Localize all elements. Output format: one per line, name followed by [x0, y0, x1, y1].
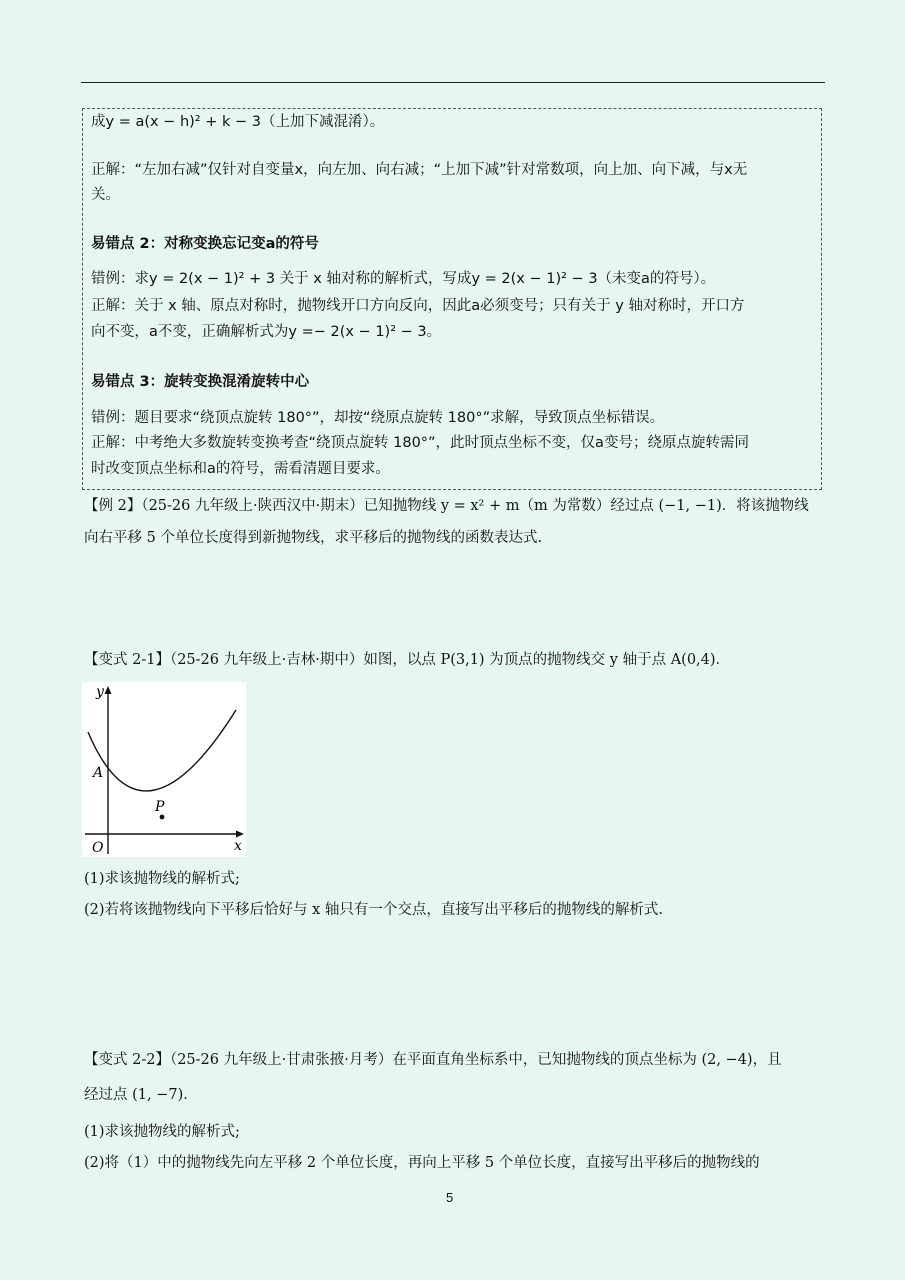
x-axis-arrow — [236, 831, 244, 838]
error-point-3-wrong: 错例：题目要求“绕顶点旋转 180°”，却按“绕原点旋转 180°”求解，导致顶点坐标错误。 — [91, 410, 665, 426]
box-correct-1a: 正解：“左加右减”仅针对自变量x，向左加、向右减；“上加下减”针对常数项，向上加、向下减，与x无 — [91, 162, 748, 178]
y-axis-label: y — [96, 684, 104, 700]
error-point-2-correct-b: 向不变，a不变，正确解析式为y =− 2(x − 1)² − 3。 — [91, 324, 442, 340]
variant-2-2-question-2: (2)将（1）中的抛物线先向左平移 2 个单位长度，再向上平移 5 个单位长度，直接写出平移后的抛物线的 — [84, 1155, 760, 1171]
variant-2-1-question-1: (1)求该抛物线的解析式; — [84, 871, 240, 887]
variant-2-1-line-1: 【变式 2-1】（25-26 九年级上·吉林·期中）如图，以点 P(3,1) 为顶点的抛物线交 y 轴于点 A(0,4)． — [84, 652, 731, 668]
point-p-label: P — [155, 799, 165, 815]
variant-2-2-line-2: 经过点 (1, −7)． — [84, 1087, 198, 1103]
variant-2-2-line-1: 【变式 2-2】（25-26 九年级上·甘肃张掖·月考）在平面直角坐标系中，已知抛物线的顶点坐标为 (2, −4)，且 — [84, 1052, 782, 1068]
variant-2-1-question-2: (2)若将该抛物线向下平移后恰好与 x 轴只有一个交点，直接写出平移后的抛物线的解析式. — [84, 902, 664, 918]
page-number: 5 — [446, 1190, 454, 1205]
error-point-3-correct-a: 正解：中考绝大多数旋转变换考查“绕顶点旋转 180°”，此时顶点坐标不变，仅a变号；绕原点旋转需同 — [91, 435, 749, 451]
y-axis-arrow — [105, 686, 112, 694]
example-2-line-2: 向右平移 5 个单位长度得到新抛物线，求平移后的抛物线的函数表达式. — [84, 530, 543, 546]
parabola-figure — [82, 682, 246, 857]
error-point-2-wrong: 错例：求y = 2(x − 1)² + 3 关于 x 轴对称的解析式，写成y = 2(x − 1)² − 3（未变a的符号）。 — [91, 271, 716, 287]
variant-2-2-question-1: (1)求该抛物线的解析式; — [84, 1124, 240, 1140]
origin-label: O — [92, 840, 104, 856]
error-point-2-heading: 易错点 2：对称变换忘记变a的符号 — [91, 236, 319, 252]
parabola-graph — [82, 682, 246, 857]
header-rule — [81, 82, 825, 83]
error-point-3-heading: 易错点 3：旋转变换混淆旋转中心 — [91, 374, 310, 390]
box-correct-1b: 关。 — [91, 187, 120, 203]
example-2-line-1: 【例 2】（25-26 九年级上·陕西汉中·期末）已知抛物线 y = x² + m（m 为常数）经过点 (−1, −1)．将该抛物线 — [84, 498, 809, 514]
vertex-point — [160, 815, 165, 820]
box-line-1: 成y = a(x − h)² + k − 3（上加下减混淆）。 — [91, 114, 385, 130]
parabola-curve — [88, 710, 236, 791]
point-a-label: A — [93, 765, 104, 781]
error-point-2-correct-a: 正解：关于 x 轴、原点对称时，抛物线开口方向反向，因此a必须变号；只有关于 y 轴对称时，开口方 — [91, 298, 745, 314]
error-point-3-correct-b: 时改变顶点坐标和a的符号，需看清题目要求。 — [91, 461, 390, 477]
x-axis-label: x — [234, 838, 242, 854]
